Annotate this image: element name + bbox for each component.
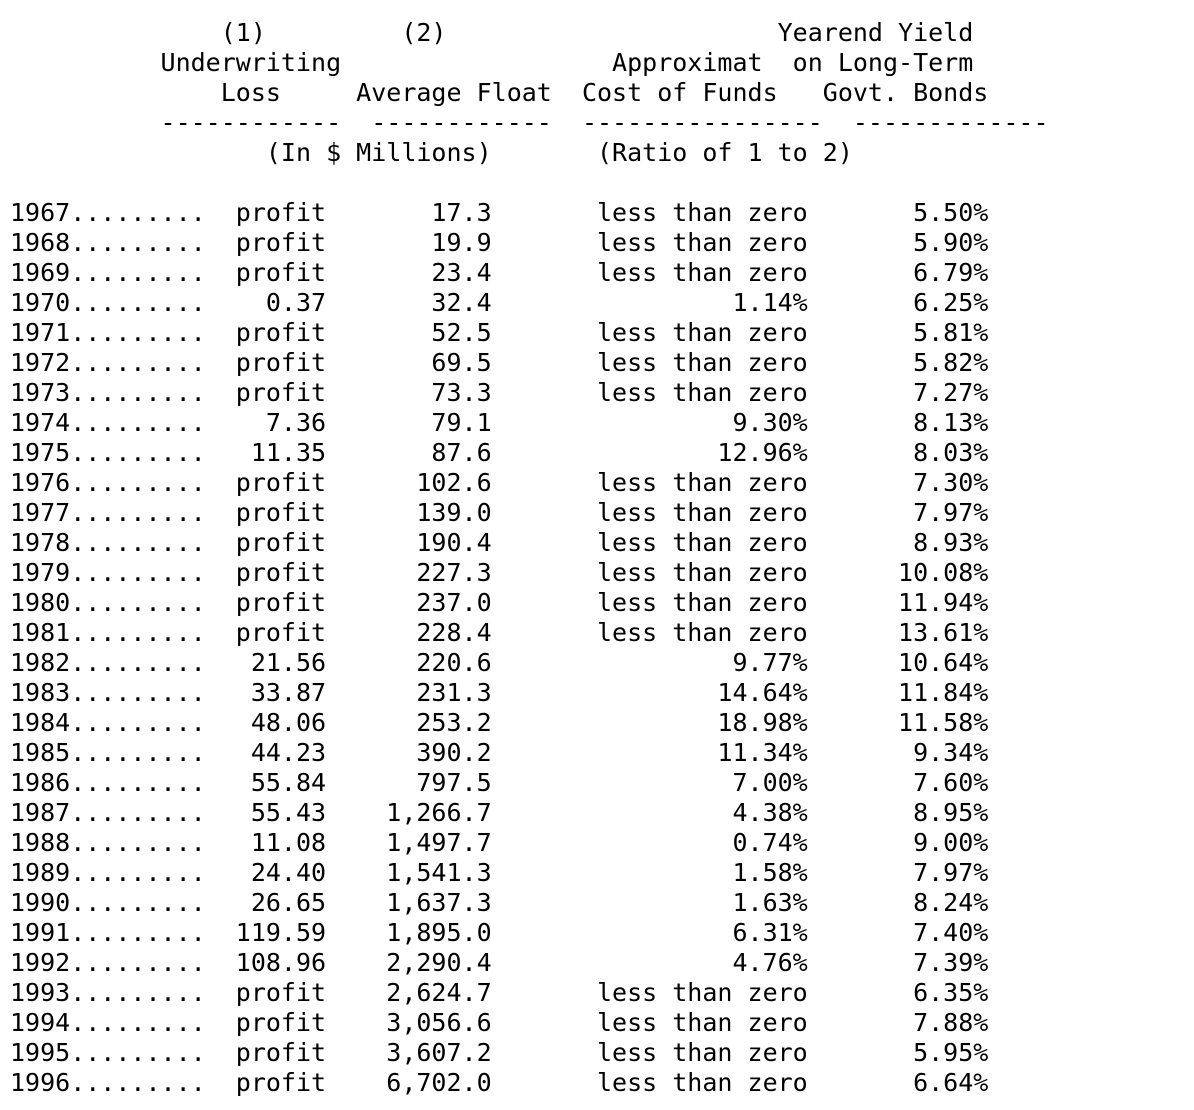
table-row: 1980......... profit 237.0 less than zero 11.94%	[10, 588, 989, 617]
table-row: 1969......... profit 23.4 less than zero 6.79%	[10, 258, 989, 287]
table-row: 1993......... profit 2,624.7 less than zero 6.35%	[10, 978, 989, 1007]
table-row: 1975......... 11.35 87.6 12.96% 8.03%	[10, 438, 989, 467]
table-row: 1981......... profit 228.4 less than zero 13.61%	[10, 618, 989, 647]
table-row: 1991......... 119.59 1,895.0 6.31% 7.40%	[10, 918, 989, 947]
header-column-titles-1: Underwriting Approximat on Long-Term	[10, 48, 974, 77]
header-units: (In $ Millions) (Ratio of 1 to 2)	[10, 138, 853, 167]
table-row: 1992......... 108.96 2,290.4 4.76% 7.39%	[10, 948, 989, 977]
header-column-numbers: (1) (2) Yearend Yield	[10, 18, 974, 47]
table-row: 1990......... 26.65 1,637.3 1.63% 8.24%	[10, 888, 989, 917]
table-row: 1977......... profit 139.0 less than zero 7.97%	[10, 498, 989, 527]
table-row: 1986......... 55.84 797.5 7.00% 7.60%	[10, 768, 989, 797]
header-rules: ------------ ------------ ---------------- -------------	[10, 108, 1049, 137]
table-header	[10, 18, 1194, 168]
table-row: 1983......... 33.87 231.3 14.64% 11.84%	[10, 678, 989, 707]
table-row: 1968......... profit 19.9 less than zero 5.90%	[10, 228, 989, 257]
table-row: 1974......... 7.36 79.1 9.30% 8.13%	[10, 408, 989, 437]
table-row: 1970......... 0.37 32.4 1.14% 6.25%	[10, 288, 989, 317]
table-row: 1995......... profit 3,607.2 less than zero 5.95%	[10, 1038, 989, 1067]
table-row: 1982......... 21.56 220.6 9.77% 10.64%	[10, 648, 989, 677]
table-row: 1971......... profit 52.5 less than zero 5.81%	[10, 318, 989, 347]
table-body	[10, 198, 1194, 1098]
table-row: 1978......... profit 190.4 less than zero 8.93%	[10, 528, 989, 557]
table-row: 1987......... 55.43 1,266.7 4.38% 8.95%	[10, 798, 989, 827]
table-row: 1989......... 24.40 1,541.3 1.58% 7.97%	[10, 858, 989, 887]
table-row: 1976......... profit 102.6 less than zero 7.30%	[10, 468, 989, 497]
table-row: 1988......... 11.08 1,497.7 0.74% 9.00%	[10, 828, 989, 857]
table-row: 1994......... profit 3,056.6 less than zero 7.88%	[10, 1008, 989, 1037]
table-row: 1985......... 44.23 390.2 11.34% 9.34%	[10, 738, 989, 767]
table-row: 1967......... profit 17.3 less than zero 5.50%	[10, 198, 989, 227]
table-row: 1979......... profit 227.3 less than zero 10.08%	[10, 558, 989, 587]
table-row: 1972......... profit 69.5 less than zero 5.82%	[10, 348, 989, 377]
float-cost-table	[10, 18, 1194, 1098]
header-spacer	[10, 168, 1194, 198]
header-column-titles-2: Loss Average Float Cost of Funds Govt. Bonds	[10, 78, 989, 107]
table-row: 1973......... profit 73.3 less than zero 7.27%	[10, 378, 989, 407]
table-row: 1996......... profit 6,702.0 less than zero 6.64%	[10, 1068, 989, 1097]
table-row: 1984......... 48.06 253.2 18.98% 11.58%	[10, 708, 989, 737]
